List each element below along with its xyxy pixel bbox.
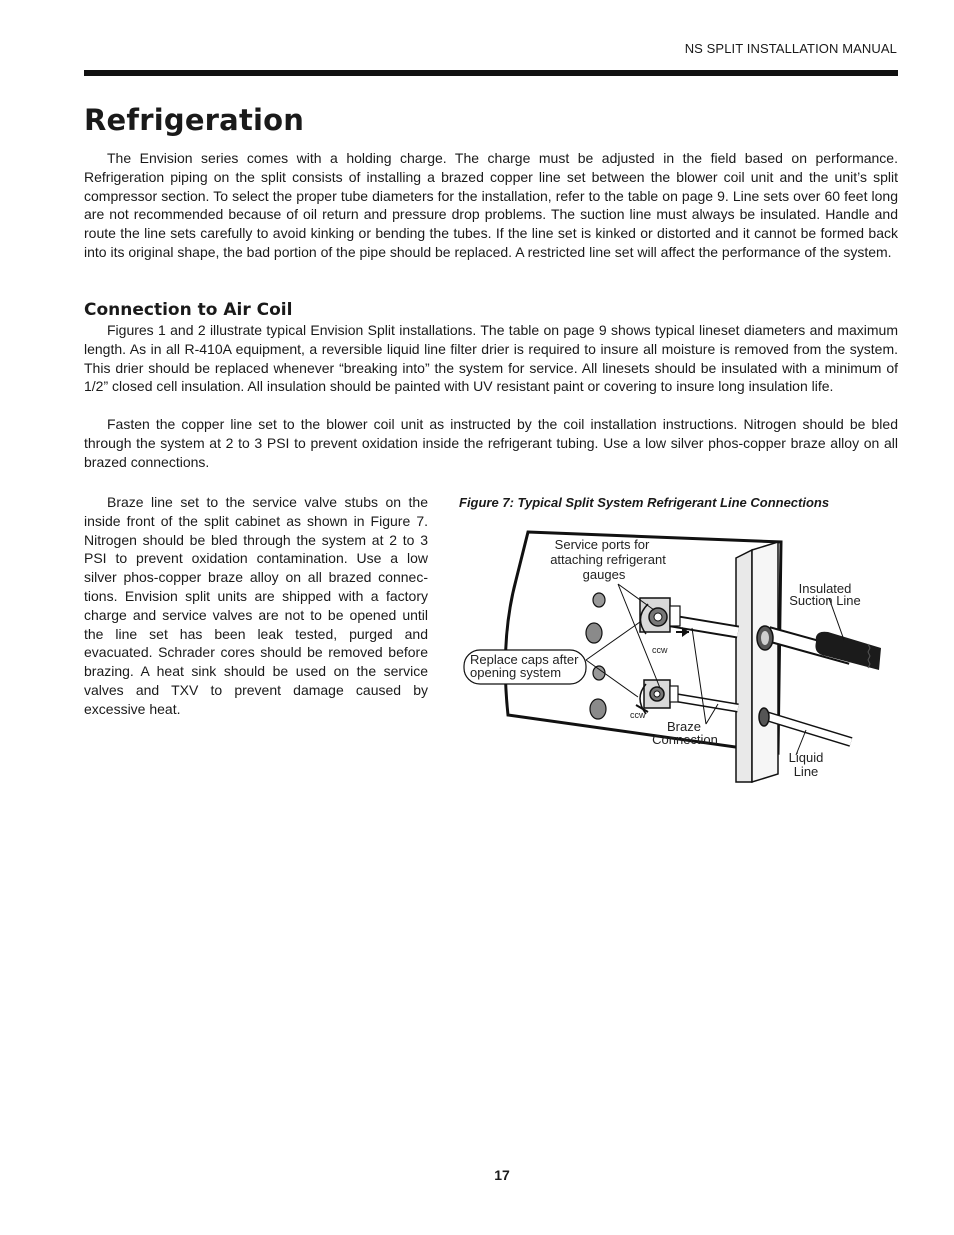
manual-title: NS SPLIT INSTALLATION MANUAL [684, 41, 897, 56]
figure-caption: Figure 7: Typical Split System Refrigerant Line Connections [459, 495, 830, 510]
liquid-grommet [759, 708, 769, 726]
label-insulated-suction: Insulated [798, 581, 852, 596]
label-replace-caps: Replace caps after [470, 652, 579, 667]
label-replace-caps: opening system [470, 665, 562, 680]
label-insulated-suction: Suction Line [789, 593, 861, 608]
air-coil-paragraph-1: Figures 1 and 2 illustrate typical Envision Split installations. The table on page 9 shows typical lineset diameters and maximum length. As in all R-410A equipment, a reversible liquid line filter drier is required to insure all moisture is removed from the system. This drier should be replaced whenever “breaking into” the system for service. All linesets should be insulated with a minimum of 1/2” closed cell insulation. All insulation should be painted with UV resistant paint or covering to insure long insulation life. [84, 322, 898, 395]
label-service-ports: Service ports for [554, 537, 650, 552]
braze-paragraph: Braze line set to the service valve stubs on the inside front of the split cabinet as shown in Figure 7. Nitrogen should be bled through the system at 2 to 3 PSI to prevent oxidation contamination. Use a low silver phos-copper braze alloy on all brazed connections. Envision split units are shipped with a factory charge and service valves are not to be opened until the line set has been leak tested, purged and evacuated. Schrader cores should be removed before brazing. A heat sink should be used on the service valves and TXV to prevent damage caused by excessive heat. [84, 494, 428, 717]
intro-paragraph: The Envision series comes with a holding charge. The charge must be adjusted in the field based on performance. Refrigeration piping on the split consists of installing a brazed copper line set between the blower coil unit and the unit’s split compressor section. To select the proper tube diameters for the installation, refer to the table on page 9. Line sets over 60 feet long are not recommended because of oil return and pressure drop problems. The suction line must always be insulated. Handle and route the line sets carefully to avoid kinking or bending the tubes. If the line set is kinked or distorted and it cannot be formed back into its original shape, the bad portion of the pipe should be replaced. A restricted line set will affect the performance of the system. [84, 150, 898, 260]
label-braze-connection: Braze [667, 719, 701, 734]
service-port-cap [590, 699, 606, 719]
header-rule [84, 70, 898, 76]
cabinet-post-side [736, 550, 752, 782]
label-liquid-line: Line [793, 764, 819, 779]
service-port-cap [593, 593, 605, 607]
label-ccw: ccw [652, 645, 668, 655]
cabinet-post-front [752, 542, 778, 782]
service-port-cap [593, 666, 605, 680]
label-ccw: ccw [630, 710, 646, 720]
page-number: 17 [494, 1167, 510, 1183]
label-braze-connection: Connection [652, 732, 718, 747]
air-coil-paragraph-2: Fasten the copper line set to the blower coil unit as instructed by the coil installation instructions. Nitrogen should be bled through the system at 2 to 3 PSI to prevent oxidation inside the refrigerant tubing. Use a low silver phos-copper braze alloy on all brazed connections. [84, 416, 898, 470]
section-title: Refrigeration [84, 103, 305, 137]
label-service-ports: attaching refrigerant [550, 552, 666, 567]
refrigerant-line-figure [456, 520, 896, 800]
label-liquid-line: Liquid [788, 750, 824, 765]
subsection-title: Connection to Air Coil [84, 300, 293, 320]
service-port-cap [586, 623, 602, 643]
label-service-ports: gauges [582, 567, 626, 582]
